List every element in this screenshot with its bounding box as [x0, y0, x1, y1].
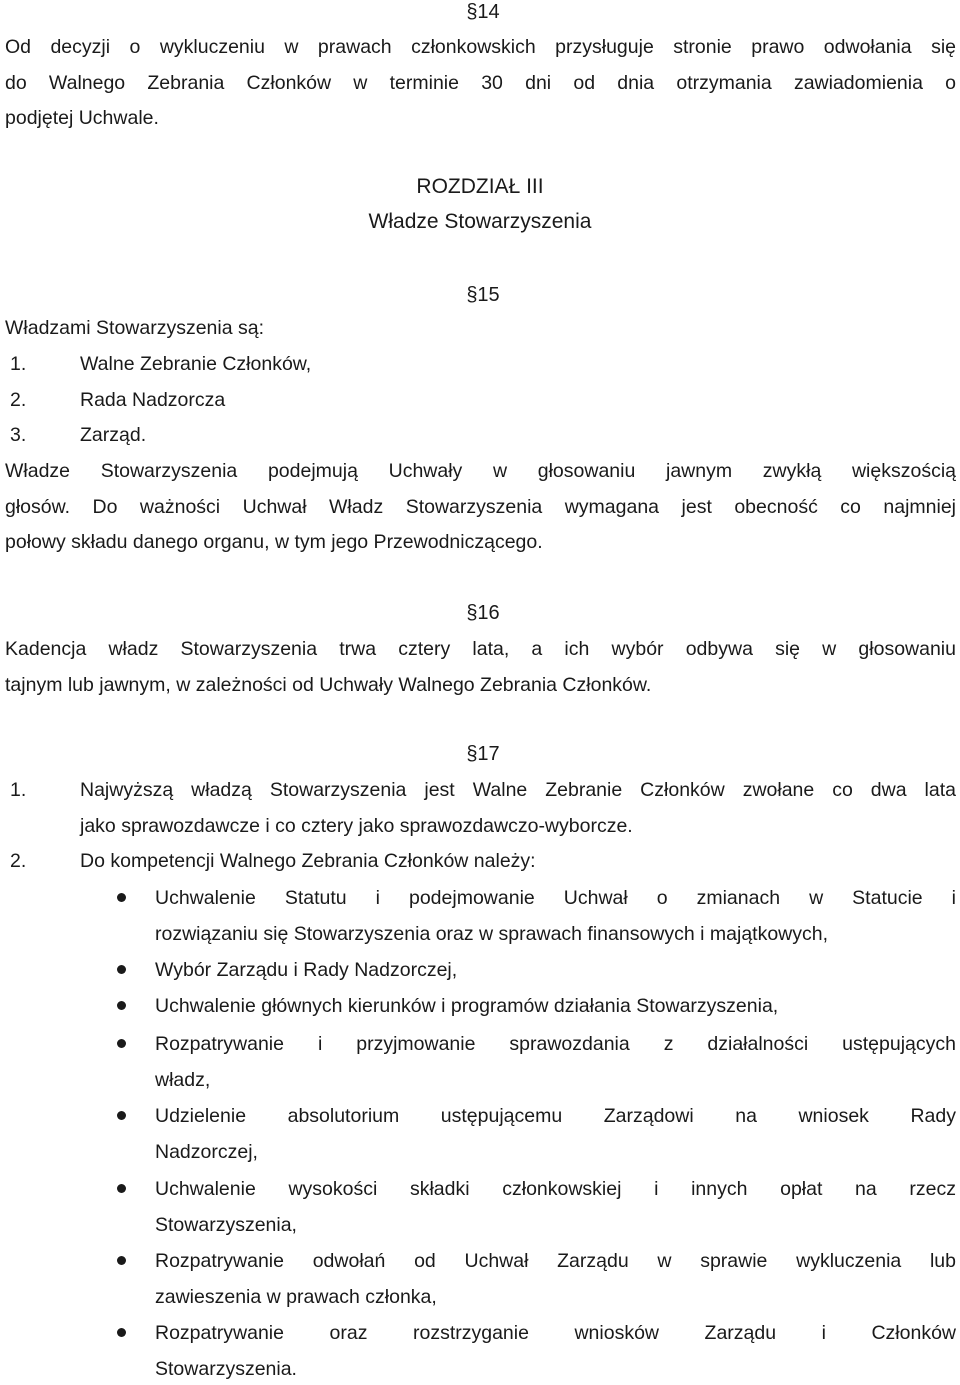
- bullet-icon: [117, 1039, 126, 1048]
- bullet-item-line-2: rozwiązaniu się Stowarzyszenia oraz w sprawach finansowych i majątkowych,: [155, 923, 829, 945]
- list-item-number: 2.: [10, 850, 27, 872]
- section-15-para-line-2: głosów. Do ważności Uchwał Władz Stowarzyszenia wymagana jest obecność co najmniej: [5, 496, 956, 518]
- list-item: Zarząd.: [80, 424, 147, 446]
- list-item-number: 3.: [10, 424, 27, 446]
- bullet-item-line-2: Stowarzyszenia.: [155, 1358, 297, 1380]
- list-item-number: 2.: [10, 389, 27, 411]
- section-16-label: §16: [466, 602, 500, 624]
- section-17-item-2: Do kompetencji Walnego Zebrania Członków należy:: [80, 850, 536, 872]
- section-17-item-1-line-2: jako sprawozdawcze i co cztery jako sprawozdawczo-wyborcze.: [80, 815, 633, 837]
- bullet-item-line-1: Udzielenie absolutorium ustępującemu Zarządowi na wniosek Rady: [155, 1105, 956, 1127]
- bullet-item-line-1: Rozpatrywanie odwołań od Uchwał Zarządu w sprawie wykluczenia lub: [155, 1250, 956, 1272]
- list-item: Rada Nadzorcza: [80, 389, 226, 411]
- section-16-line-2: tajnym lub jawnym, w zależności od Uchwały Walnego Zebrania Członków.: [5, 674, 652, 696]
- bullet-item-line-2: zawieszenia w prawach członka,: [155, 1286, 437, 1308]
- section-16-line-1: Kadencja władz Stowarzyszenia trwa cztery lata, a ich wybór odbywa się w głosowaniu: [5, 638, 956, 660]
- bullet-item-line-1: Wybór Zarządu i Rady Nadzorczej,: [155, 959, 458, 981]
- section-15-label: §15: [466, 284, 500, 306]
- bullet-item-line-1: Uchwalenie wysokości składki członkowskiej i innych opłat na rzecz: [155, 1178, 956, 1200]
- list-item: Walne Zebranie Członków,: [80, 353, 312, 375]
- section-15-intro: Władzami Stowarzyszenia są:: [5, 317, 265, 339]
- section-17-label: §17: [466, 743, 500, 765]
- bullet-item-line-1: Rozpatrywanie oraz rozstrzyganie wniosków Zarządu i Członków: [155, 1322, 956, 1344]
- section-14-label: §14: [466, 1, 500, 23]
- chapter-title: ROZDZIAŁ III: [416, 175, 544, 198]
- bullet-icon: [117, 1184, 126, 1193]
- bullet-item-line-1: Uchwalenie głównych kierunków i programów działania Stowarzyszenia,: [155, 995, 779, 1017]
- bullet-icon: [117, 1001, 126, 1010]
- bullet-item-line-1: Rozpatrywanie i przyjmowanie sprawozdania z działalności ustępujących: [155, 1033, 956, 1055]
- section-17-item-1-line-1: Najwyższą władzą Stowarzyszenia jest Walne Zebranie Członków zwołane co dwa lata: [80, 779, 956, 801]
- bullet-item-line-2: Nadzorczej,: [155, 1141, 258, 1163]
- bullet-item-line-2: władz,: [155, 1069, 211, 1091]
- list-item-number: 1.: [10, 353, 27, 375]
- chapter-subtitle: Władze Stowarzyszenia: [368, 210, 592, 233]
- bullet-item-line-2: Stowarzyszenia,: [155, 1214, 297, 1236]
- bullet-icon: [117, 893, 126, 902]
- bullet-icon: [117, 1111, 126, 1120]
- bullet-icon: [117, 1328, 126, 1337]
- section-15-para-line-1: Władze Stowarzyszenia podejmują Uchwały w głosowaniu jawnym zwykłą większością: [5, 460, 956, 482]
- bullet-item-line-1: Uchwalenie Statutu i podejmowanie Uchwał o zmianach w Statucie i: [155, 887, 956, 909]
- section-14-line-3: podjętej Uchwale.: [5, 107, 159, 129]
- list-item-number: 1.: [10, 779, 27, 801]
- section-14-line-1: Od decyzji o wykluczeniu w prawach członkowskich przysługuje stronie prawo odwołania się: [5, 36, 956, 58]
- section-15-para-line-3: połowy składu danego organu, w tym jego Przewodniczącego.: [5, 531, 543, 553]
- bullet-icon: [117, 965, 126, 974]
- bullet-icon: [117, 1256, 126, 1265]
- section-14-line-2: do Walnego Zebrania Członków w terminie 30 dni od dnia otrzymania zawiadomienia o: [5, 72, 956, 94]
